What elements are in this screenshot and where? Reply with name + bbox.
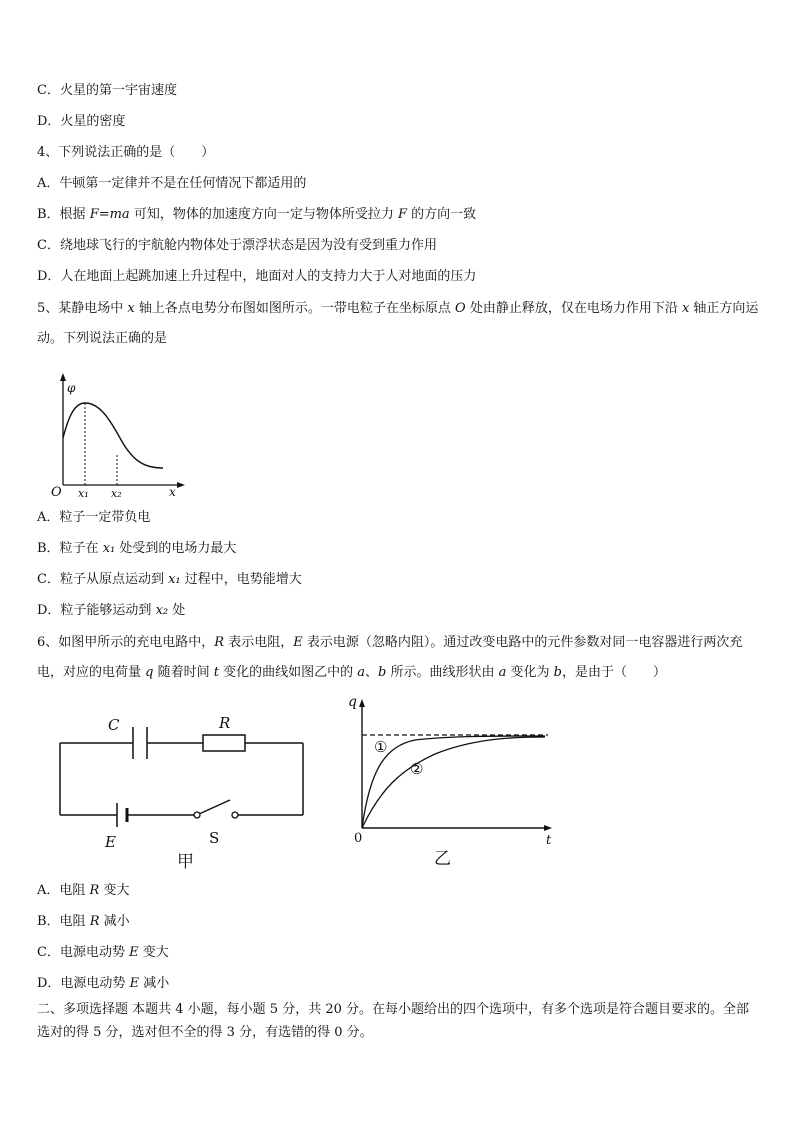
q5-option-d	[37, 601, 185, 621]
q5-option-c	[37, 570, 302, 590]
q6-stem-var-r: R	[214, 635, 225, 650]
qt-graph-curve-1-label: ①	[374, 738, 388, 756]
q5-stem-text-3: 处由静止释放，仅在电场力作用下沿	[465, 301, 682, 316]
q4-option-a: A．牛顿第一定律并不是在任何情况下都适用的	[37, 176, 307, 191]
q4-option-d: D．人在地面上起跳加速上升过程中，地面对人的支持力大于人对地面的压力	[37, 269, 477, 284]
q6-option-b-text-2: 减小	[99, 914, 130, 929]
q6-option-d-text-2: 减小	[139, 976, 170, 991]
q6-stem-text-3: 表示电源（忽略内阻）。通过改变电路中的元件参数对同一电容器进行两次充电，对应的电荷量	[37, 635, 743, 680]
circuit-label-s: S	[209, 829, 220, 847]
q5-stem-text-1: 5、某静电场中	[37, 301, 128, 316]
q5-option-b-text-2: 处受到的电场力最大	[115, 541, 237, 556]
q4-option-c: C．绕地球飞行的宇航舱内物体处于漂浮状态是因为没有受到重力作用	[37, 238, 437, 253]
q5-option-c-text: C．粒子从原点运动到	[37, 572, 169, 587]
q6-stem-text-2: 表示电阻，	[224, 635, 294, 650]
q3-option-d: D．火星的密度	[37, 114, 126, 129]
q3-option-c: C．火星的第一宇宙速度	[37, 83, 177, 98]
qt-graph-x-label: t	[546, 833, 552, 848]
q5-stem-text-2: 轴上各点电势分布图如图所示。一带电粒子在坐标原点	[134, 301, 456, 316]
q6-option-b	[37, 912, 130, 932]
q4-stem: 4、下列说法正确的是（ ）	[37, 145, 215, 160]
q5-option-b-text: B．粒子在	[37, 541, 103, 556]
q6-stem-text-4: 随着时间	[153, 665, 214, 680]
q4-option-b-text-3: 的方向一致	[406, 207, 477, 222]
q6-stem-var-b: b	[378, 665, 387, 680]
q6-option-b-var: R	[89, 914, 100, 929]
q5-graph-origin: O	[51, 485, 62, 500]
q5-graph-tick-x2: x₂	[111, 487, 122, 500]
qt-graph-origin: 0	[354, 831, 363, 846]
q6-stem-var-t: t	[213, 665, 219, 680]
section-2-instructions: 二、多项选择题 本题共 4 小题，每小题 5 分，共 20 分。在每小题给出的四个选项中，有多个选项是符合题目要求的。全部选对的得 5 分，选对但不全的得 3 分，有选错的得 0 分。	[37, 1002, 750, 1040]
circuit-label-r: R	[219, 714, 231, 732]
q6-option-d-text: D．电源电动势	[37, 976, 130, 991]
q4-option-b-text-2: 可知，物体的加速度方向一定与物体所受拉力	[129, 207, 398, 222]
q5-option-d-text-2: 处	[168, 603, 186, 618]
q5-stem-var-o: O	[455, 301, 466, 316]
q5-graph-tick-x1: x₁	[78, 487, 89, 500]
q6-stem-var-q: q	[145, 665, 154, 680]
circuit-label-e: E	[105, 833, 116, 851]
q6-stem-text-8: 变化为	[506, 665, 554, 680]
q6-option-c-text-2: 变大	[138, 945, 169, 960]
qt-graph-caption: 乙	[434, 849, 451, 869]
q5-stem-var-x: x	[127, 301, 135, 316]
q5-stem	[37, 294, 759, 354]
q4-option-b-text: B．根据	[37, 207, 90, 222]
q5-option-a: A．粒子一定带负电	[37, 510, 151, 525]
q5-option-d-text: D．粒子能够运动到	[37, 603, 156, 618]
q4-option-b-formula: F=ma	[89, 207, 130, 222]
q6-stem-text-1: 6、如图甲所示的充电电路中，	[37, 635, 215, 650]
q6-circuit-diagram	[55, 705, 315, 875]
q5-graph-y-label: φ	[67, 381, 76, 395]
q6-option-a-text: A．电阻	[37, 883, 90, 898]
q5-stem-var-x2: x	[681, 301, 690, 316]
q6-stem	[37, 628, 759, 688]
q6-option-a	[37, 881, 129, 901]
q5-stem-text-4: 轴正方向运动。下列说法正确的是	[37, 301, 759, 346]
q6-stem-var-a2: a	[498, 665, 507, 680]
q5-graph-x-label: x	[169, 485, 176, 499]
q6-option-c-text: C．电源电动势	[37, 945, 130, 960]
q6-stem-var-e: E	[293, 635, 303, 650]
q6-option-c-var: E	[129, 945, 139, 960]
q5-potential-graph	[45, 370, 195, 500]
q5-option-c-var: x₁	[168, 572, 181, 587]
q6-stem-text-5: 变化的曲线如图乙中的	[218, 665, 358, 680]
q4-option-b	[37, 205, 476, 225]
q5-option-b-var: x₁	[102, 541, 116, 556]
q6-option-a-var: R	[89, 883, 100, 898]
q5-option-c-text-2: 过程中，电势能增大	[180, 572, 302, 587]
qt-graph-y-label: q	[348, 694, 357, 710]
circuit-caption: 甲	[177, 852, 194, 872]
q6-option-a-text-2: 变大	[99, 883, 130, 898]
q6-option-d-var: E	[129, 976, 140, 991]
q4-option-b-var: F	[397, 207, 407, 222]
q6-stem-var-b2: b	[553, 665, 562, 680]
q6-option-c	[37, 943, 169, 963]
q5-option-d-var: x₂	[155, 603, 169, 618]
q6-option-d	[37, 974, 169, 994]
q5-option-b	[37, 539, 236, 559]
q6-stem-var-a: a	[357, 665, 365, 680]
q6-option-b-text: B．电阻	[37, 914, 90, 929]
qt-graph-curve-2-label: ②	[410, 760, 424, 778]
q6-stem-text-9: ，是由于（ ）	[561, 665, 666, 680]
q6-stem-text-7: 所示。曲线形状由	[386, 665, 499, 680]
q6-charge-time-graph	[340, 690, 565, 870]
circuit-label-c: C	[108, 716, 120, 734]
q6-stem-text-6: 、	[365, 665, 379, 680]
